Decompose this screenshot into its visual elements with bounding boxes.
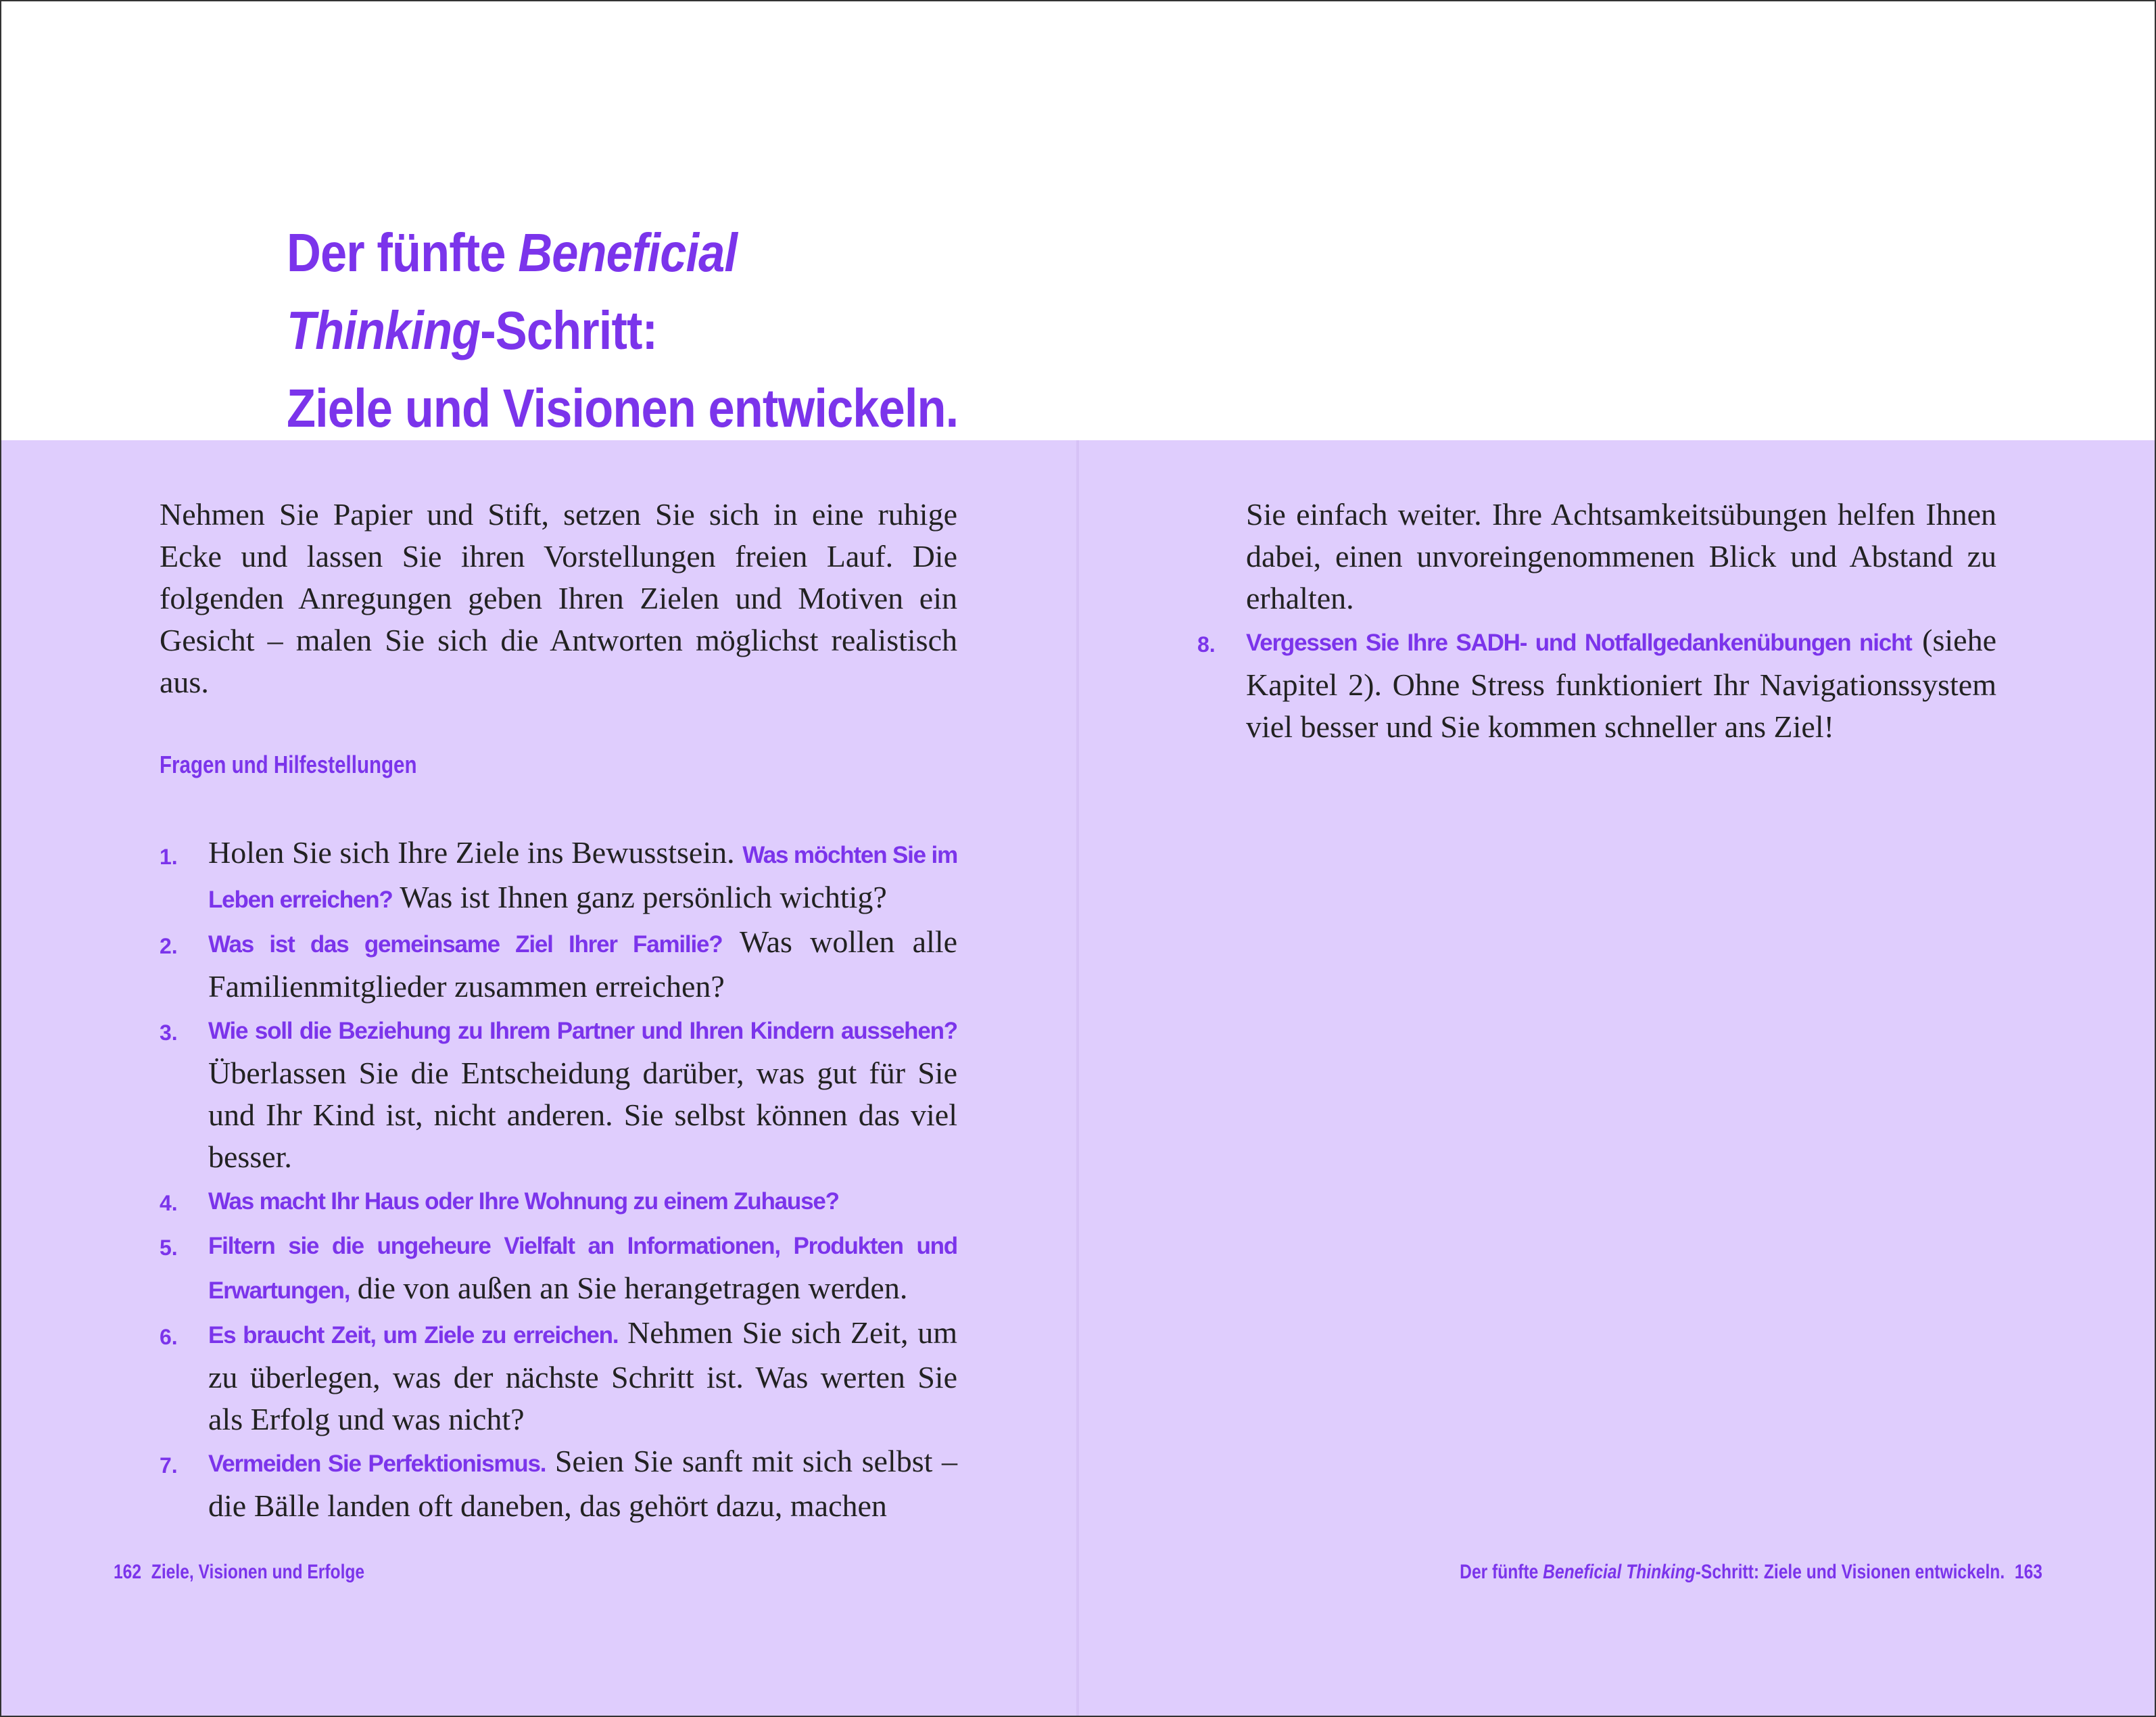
list-number: 6. [160, 1325, 178, 1349]
list-item-highlight: Was ist das gemeinsame Ziel Ihrer Familie? [208, 931, 723, 958]
list-number: 5. [160, 1236, 178, 1260]
heading-line2-italic: Thinking [287, 300, 481, 360]
list-item [160, 1008, 957, 1178]
list-item-highlight: Was macht Ihr Haus oder Ihre Wohnung zu einem Zuhause? [208, 1188, 839, 1215]
list-item-highlight: Vergessen Sie Ihre SADH- und Notfallgedankenübungen nicht [1246, 630, 1912, 656]
list-number: 1. [160, 845, 178, 869]
heading-line1-prefix: Der fünfte [287, 222, 519, 283]
list-number: 4. [160, 1191, 178, 1215]
chapter-heading [287, 214, 1060, 447]
page-number-left: 162 [114, 1561, 142, 1583]
list-number: 7. [160, 1453, 178, 1478]
page-number-right: 163 [2014, 1561, 2042, 1583]
running-title-left: Ziele, Visionen und Erfolge [151, 1561, 365, 1583]
question-list [160, 832, 957, 1527]
page-gutter [1076, 440, 1079, 1717]
list-item [160, 1178, 957, 1223]
list-item-text: Überlassen Sie die Entscheidung darüber, was gut für Sie und Ihr Kind ist, nicht anderen. Sie selbst können das viel besser. [208, 1056, 957, 1174]
list-item-text: Nehmen Sie sich Zeit, um zu überlegen, was der nächste Schritt ist. Was werten Sie als Erfolg und was nicht? [208, 1315, 957, 1436]
list-number: 2. [160, 934, 178, 958]
intro-paragraph: Nehmen Sie Papier und Stift, setzen Sie sich in eine ruhige Ecke und lassen Sie ihren Vorstellungen freien Lauf. Die folgenden Anregungen geben Ihren Zielen und Motiven ein Gesicht – malen Sie sich die Antworten möglichst realistisch aus. [160, 497, 957, 699]
list-item-highlight: Vermeiden Sie Perfektionismus. [208, 1451, 546, 1477]
list-item [160, 921, 957, 1008]
continuation-paragraph: Sie einfach weiter. Ihre Achtsamkeitsübungen helfen Ihnen dabei, einen unvoreingenommenen Blick und Abstand zu erhalten. [1246, 497, 1996, 615]
list-item-highlight: Filtern sie die ungeheure Vielfalt an Informationen, Produkten und Erwartungen, [208, 1233, 957, 1304]
list-item [1197, 619, 1996, 748]
list-item [160, 1223, 957, 1312]
heading-line1-italic: Beneficial [518, 222, 738, 283]
list-item [160, 1440, 957, 1527]
list-item [160, 1312, 957, 1440]
footer-right [1460, 1561, 2042, 1584]
list-item-text: Seien Sie sanft mit sich selbst – die Bälle landen oft daneben, das gehört dazu, machen [208, 1444, 957, 1523]
running-title-italic: Beneficial Thinking [1543, 1561, 1696, 1583]
heading-line3: Ziele und Visionen entwickeln. [287, 378, 959, 438]
list-number: 3. [160, 1020, 178, 1045]
list-item-highlight: Es braucht Zeit, um Ziele zu erreichen. [208, 1322, 619, 1348]
list-number: 8. [1197, 632, 1216, 657]
running-title-prefix: Der fünfte [1460, 1561, 1543, 1583]
list-item [160, 832, 957, 921]
list-item-text: die von außen an Sie herangetragen werden. [350, 1271, 908, 1305]
running-title-suffix: -Schritt: Ziele und Visionen entwickeln. [1695, 1561, 2005, 1583]
list-item-text: Was wollen alle Familienmitglieder zusammen erreichen? [208, 924, 958, 1004]
list-item-highlight: Was möchten Sie im Leben erreichen? [208, 842, 957, 913]
heading-line2-suffix: -Schritt: [480, 300, 658, 360]
list-item-text: Holen Sie sich Ihre Ziele ins Bewusstsein. [208, 835, 743, 870]
question-list-continued [1197, 619, 1996, 748]
footer-left [114, 1561, 364, 1584]
subheading: Fragen und Hilfestellungen [160, 751, 417, 778]
list-item-text: (siehe Kapitel 2). Ohne Stress funktioniert Ihr Navigationssystem viel besser und Sie kommen schneller ans Ziel! [1246, 623, 1997, 744]
list-item-highlight: Wie soll die Beziehung zu Ihrem Partner und Ihren Kindern aussehen? [208, 1018, 957, 1044]
list-item-text: Was ist Ihnen ganz persönlich wichtig? [392, 880, 887, 914]
